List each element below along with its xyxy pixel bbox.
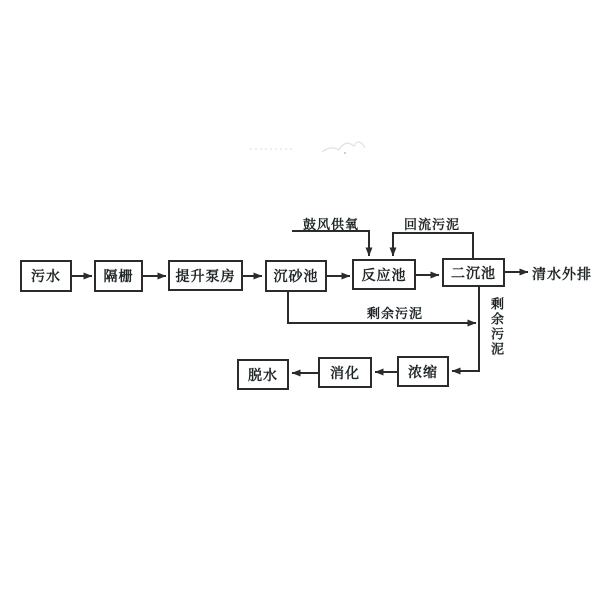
label-excess-sludge: 剩余污泥 [367,307,424,322]
line-blast-oxygen [292,231,369,256]
node-secondary-clarifier: 二沉池 [442,258,505,287]
node-dewatering: 脱水 [237,359,289,390]
watermark-smudge [250,142,365,154]
label-return-sludge: 回流污泥 [404,218,461,233]
node-lift-pump-station: 提升泵房 [168,260,243,291]
node-thickening: 浓缩 [397,356,449,387]
node-sewage: 污水 [20,260,72,292]
line-return-sludge [393,233,473,258]
node-reaction-tank: 反应池 [352,259,416,290]
label-excess-sludge-vertical: 剩余污泥 [488,297,503,357]
label-effluent-discharge: 清水外排 [532,267,592,283]
label-blast-oxygen: 鼓风供氧 [303,218,360,233]
node-digestion: 消化 [318,357,372,388]
node-bar-screen: 隔栅 [94,260,143,292]
node-grit-chamber: 沉砂池 [265,260,327,292]
line-excess-sludge-vertical [452,287,479,371]
